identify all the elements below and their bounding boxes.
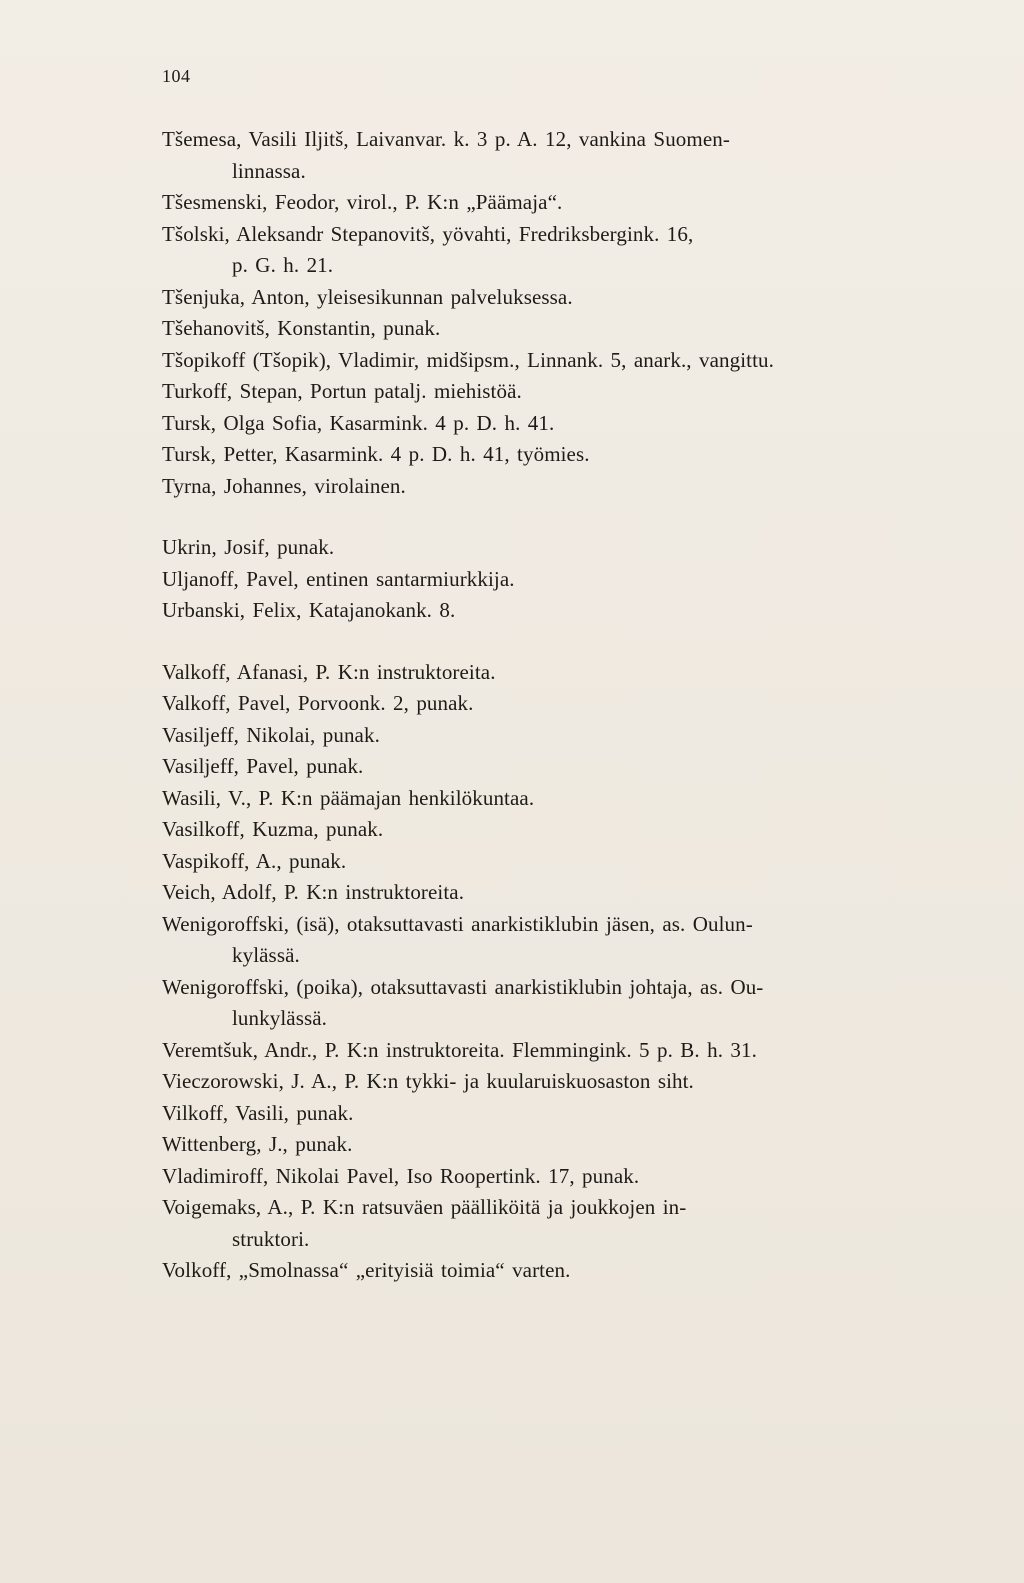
list-item: [162, 564, 942, 596]
list-item: [162, 1129, 942, 1161]
list-item: [162, 783, 942, 815]
list-item: [162, 688, 942, 720]
list-item: [162, 282, 942, 314]
entry-line: Vaspikoff, A., punak.: [162, 848, 347, 873]
entry-line: Urbanski, Felix, Katajanokank. 8.: [162, 598, 456, 622]
entry-continuation-line: linnassa.: [232, 158, 306, 183]
entry-line: Wittenberg, J., punak.: [162, 1132, 353, 1156]
list-item: [162, 846, 942, 878]
list-item: [162, 532, 942, 564]
entry-line: Vilkoff, Vasili, punak.: [162, 1100, 354, 1125]
entry-line: Ukrin, Josif, punak.: [162, 535, 335, 559]
entry-line: Voigemaks, A., P. K:n ratsuväen päälliköitä ja joukkojen in-: [162, 1195, 687, 1219]
list-item: [162, 1255, 942, 1287]
entry-line: Veremtšuk, Andr., P. K:n instruktoreita. Flemmingink. 5 p. B. h. 31.: [162, 1037, 757, 1062]
entry-continuation-line: kylässä.: [232, 943, 300, 967]
list-item: [162, 124, 942, 187]
entry-line: Valkoff, Afanasi, P. K:n instruktoreita.: [162, 659, 496, 684]
entry-line: Uljanoff, Pavel, entinen santarmiurkkija.: [162, 566, 515, 591]
list-item: [162, 972, 942, 1035]
list-item: [162, 345, 942, 377]
list-item: [162, 187, 942, 219]
list-item: [162, 219, 942, 282]
list-item: [162, 1161, 942, 1193]
entry-line: Tyrna, Johannes, virolainen.: [162, 473, 406, 498]
entry-line: Veich, Adolf, P. K:n instruktoreita.: [162, 880, 465, 904]
list-item: [162, 1035, 942, 1067]
entry-line: Valkoff, Pavel, Porvoonk. 2, punak.: [162, 691, 474, 715]
list-item: [162, 909, 942, 972]
entry-line: Tšolski, Aleksandr Stepanovitš, yövahti, Fredriksbergink. 16,: [162, 221, 694, 246]
entry-line: Tšemesa, Vasili Iljitš, Laivanvar. k. 3 p. A. 12, vankina Suomen-: [162, 127, 730, 151]
entry-line: Wenigoroffski, (isä), otaksuttavasti anarkistiklubin jäsen, as. Oulun-: [162, 911, 753, 936]
list-item: [162, 814, 942, 846]
entry-continuation-line: p. G. h. 21.: [232, 253, 334, 277]
entry-line: Vasilkoff, Kuzma, punak.: [162, 817, 384, 841]
entry-line: Vasiljeff, Pavel, punak.: [162, 754, 364, 778]
entry-continuation-line: struktori.: [232, 1226, 310, 1251]
section-gap: [162, 627, 942, 657]
entry-line: Vasiljeff, Nikolai, punak.: [162, 722, 380, 747]
list-item: [162, 877, 942, 909]
list-item: [162, 1066, 942, 1098]
list-item: [162, 408, 942, 440]
list-item: [162, 313, 942, 345]
list-item: [162, 751, 942, 783]
entry-line: Tursk, Petter, Kasarmink. 4 p. D. h. 41, työmies.: [162, 442, 590, 466]
entry-line: Tšenjuka, Anton, yleisesikunnan palveluksessa.: [162, 284, 573, 309]
entry-line: Volkoff, „Smolnassa“ „erityisiä toimia“ varten.: [162, 1258, 571, 1282]
entry-line: Tursk, Olga Sofia, Kasarmink. 4 p. D. h. 41.: [162, 410, 555, 435]
list-item: [162, 439, 942, 471]
list-item: [162, 1192, 942, 1255]
entry-line: Tšopikoff (Tšopik), Vladimir, midšipsm., Linnank. 5, anark., vangittu.: [162, 347, 774, 372]
list-item: [162, 376, 942, 408]
list-item: [162, 471, 942, 503]
page-number: 104: [162, 66, 191, 86]
section-gap: [162, 502, 942, 532]
list-item: [162, 1098, 942, 1130]
entry-line: Tšesmenski, Feodor, virol., P. K:n „Päämaja“.: [162, 190, 563, 214]
entry-line: Turkoff, Stepan, Portun patalj. miehistöä.: [162, 379, 522, 403]
list-item: [162, 657, 942, 689]
entry-line: Wenigoroffski, (poika), otaksuttavasti anarkistiklubin johtaja, as. Ou-: [162, 974, 764, 999]
entry-continuation-line: lunkylässä.: [232, 1006, 328, 1030]
list-item: [162, 720, 942, 752]
entry-line: Wasili, V., P. K:n päämajan henkilökuntaa.: [162, 785, 535, 810]
entry-list: [162, 124, 942, 1287]
entry-line: Vieczorowski, J. A., P. K:n tykki- ja kuularuiskuosaston siht.: [162, 1069, 694, 1093]
entry-line: Tšehanovitš, Konstantin, punak.: [162, 316, 441, 340]
list-item: [162, 595, 942, 627]
entry-line: Vladimiroff, Nikolai Pavel, Iso Roopertink. 17, punak.: [162, 1163, 640, 1188]
